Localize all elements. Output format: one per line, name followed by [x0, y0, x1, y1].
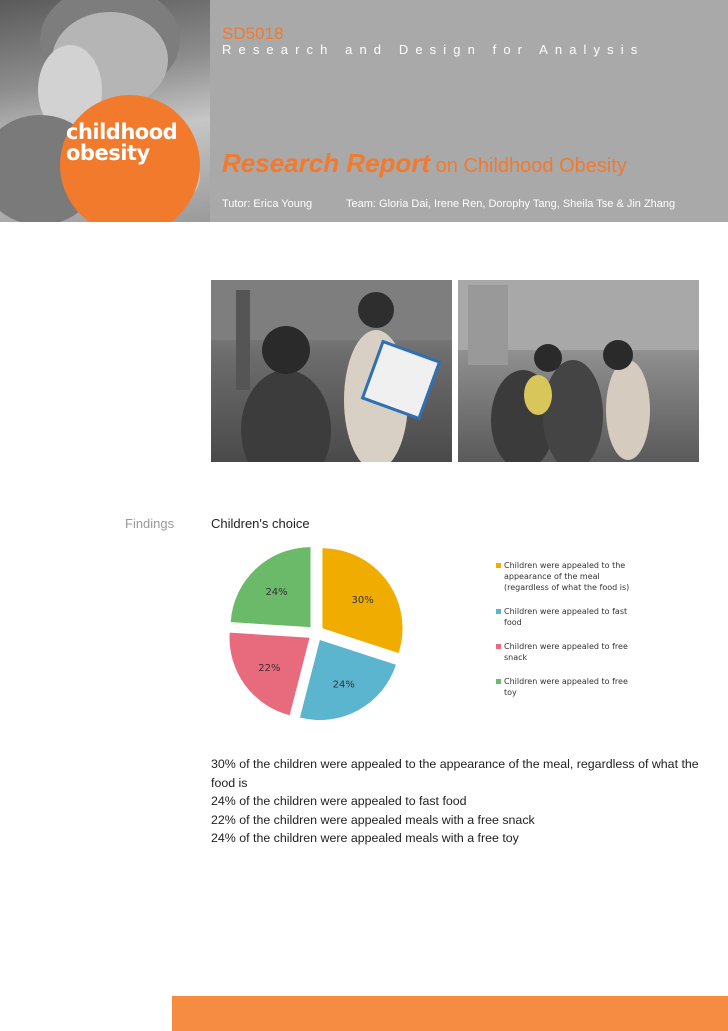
- photo-right-shapes: [458, 280, 699, 462]
- logo-text: [66, 122, 177, 164]
- photo-left-shapes: [211, 280, 452, 462]
- legend-swatch: [496, 609, 501, 614]
- pie-data-label: 30%: [351, 595, 374, 607]
- findings-label: Findings: [125, 516, 175, 531]
- legend-label: Children were appealed to fast food: [504, 607, 628, 627]
- legend-item: [496, 560, 631, 593]
- course-name: Research and Design for Analysis: [222, 42, 645, 57]
- logo-line1: childhood: [66, 120, 178, 144]
- summary-line: 24% of the children were appealed meals with a free toy: [211, 831, 519, 845]
- pie-slice: [230, 633, 310, 716]
- legend-label: Children were appealed to free snack: [504, 642, 628, 662]
- legend-label: Children were appealed to the appearance of the meal (regardless of what the food is): [504, 561, 630, 592]
- legend-item: [496, 676, 631, 698]
- tutor-credit: Tutor: Erica Young: [222, 198, 313, 210]
- report-title: [222, 148, 627, 179]
- legend-item: [496, 641, 631, 663]
- survey-photo-left: [211, 280, 452, 462]
- pie-data-label: 24%: [265, 587, 288, 599]
- legend-swatch: [496, 563, 501, 568]
- chart-legend: [496, 560, 631, 711]
- survey-photo-right: [458, 280, 699, 462]
- summary-line: 24% of the children were appealed to fast food: [211, 794, 467, 808]
- header-band: [0, 0, 728, 222]
- baby-photo: [0, 0, 210, 222]
- summary-line: 22% of the children were appealed meals with a free snack: [211, 812, 535, 827]
- legend-swatch: [496, 644, 501, 649]
- report-title-bold: Research Report: [222, 148, 431, 178]
- findings-summary: [211, 755, 701, 848]
- legend-swatch: [496, 679, 501, 684]
- pie-chart: [211, 540, 451, 730]
- pie-data-label: 22%: [258, 662, 281, 674]
- chart-title: Children's choice: [211, 516, 310, 531]
- footer-bar: [172, 996, 728, 1031]
- logo-line2: obesity: [66, 141, 150, 165]
- legend-item: [496, 606, 631, 628]
- summary-line: 30% of the children were appealed to the appearance of the meal, regardless of what the food is: [211, 757, 699, 790]
- legend-label: Children were appealed to free toy: [504, 677, 628, 697]
- course-code: SD5018: [222, 24, 284, 43]
- team-credit: Team: Gloria Dai, Irene Ren, Dorophy Tang, Sheila Tse & Jin Zhang: [346, 198, 676, 210]
- pie-data-label: 24%: [332, 679, 355, 691]
- report-title-rest: on Childhood Obesity: [430, 155, 627, 177]
